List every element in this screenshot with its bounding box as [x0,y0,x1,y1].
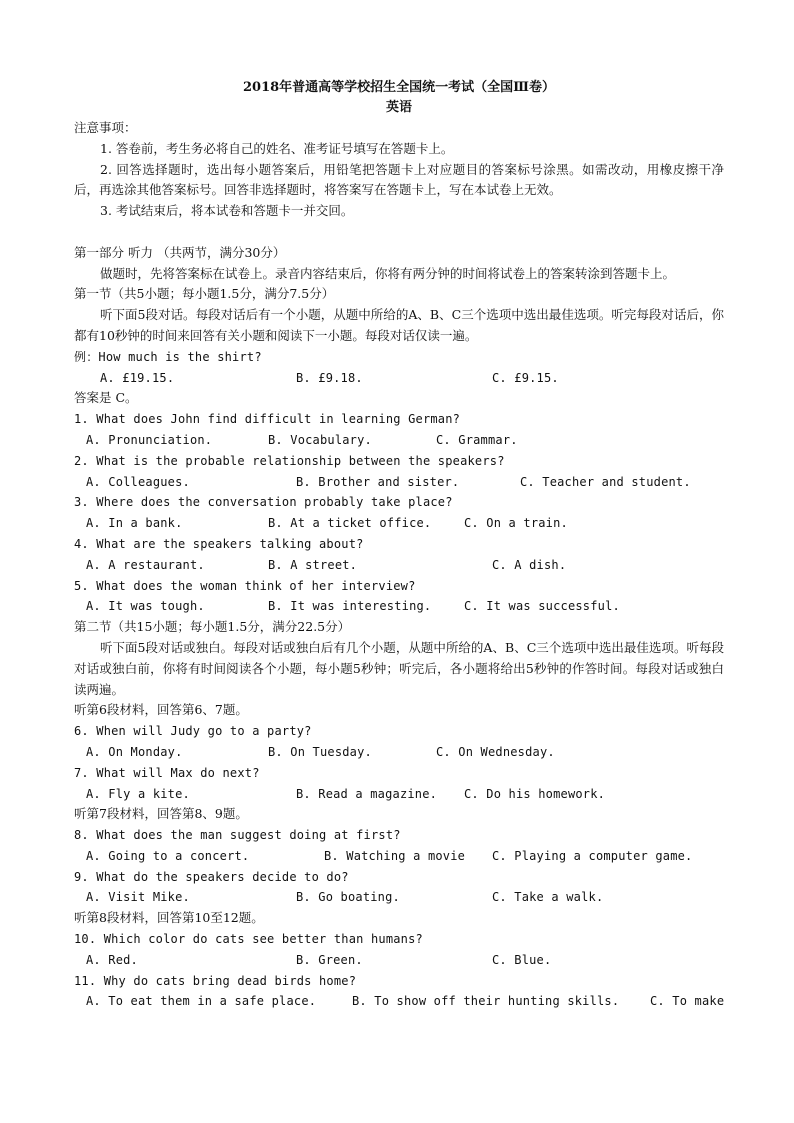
example-options [74,368,724,389]
option-a: A. In a bank. [86,516,183,531]
option-b: B. Watching a movie [324,848,466,863]
exam-page [74,78,724,1012]
option-a: A. It was tough. [86,599,205,614]
notice-item-1: 1. 答卷前，考生务必将自己的姓名、准考证号填写在答题卡上。 [100,140,454,156]
option-c: C. Grammar. [436,432,518,447]
option-c: C. Playing a computer game. [492,848,693,863]
notice-item-2: 2. 回答选择题时，选出每小题答案后，用铅笔把答题卡上对应题目的答案标号涂黑。如需改动，用橡皮擦干净后，再选涂其他答案标号。回答非选择题时，将答案写在答题卡上，写在本试卷上无效。 [74,161,724,198]
notice-heading: 注意事项： [74,120,137,135]
option-c: C. To make [650,994,725,1009]
option-a: A. On Monday. [86,744,183,759]
part1-instruction: 做题时，先将答案标在试卷上。录音内容结束后，你将有两分钟的时间将试卷上的答案转涂到答题卡上。 [100,265,676,281]
material-6: 听第6段材料，回答第6、7题。 [74,702,248,718]
option-c: C. It was successful. [464,599,620,614]
question-4-options [74,555,724,576]
question-10-options [74,950,724,971]
option-b: B. Go boating. [296,890,400,905]
section2-instruction: 听下面5段对话或独白。每段对话或独白后有几个小题，从题中所给的A、B、C三个选项中选出最佳选项。听每段对话或独白前，你将有时间阅读各个小题，每小题5秒钟；听完后，各小题将给出5秒钟的作答时间。每段对话或独白读两遍。 [74,639,724,697]
material-7: 听第7段材料，回答第8、9题。 [74,806,248,822]
question-6-options [74,742,724,763]
option-b: B. Read a magazine. [296,786,438,801]
question-3-options [74,513,724,534]
option-a: A. Going to a concert. [86,848,250,863]
section1-heading: 第一节（共5小题；每小题1.5分，满分7.5分） [74,286,335,302]
question-7: 7. What will Max do next? [74,765,260,780]
notice-item-3: 3. 考试结束后，将本试卷和答题卡一并交回。 [100,203,354,219]
option-c: C. Blue. [492,952,552,967]
option-c: C. A dish. [492,557,567,572]
question-4: 4. What are the speakers talking about? [74,536,364,551]
question-6: 6. When will Judy go to a party? [74,724,312,739]
question-2-options [74,472,724,493]
option-b: B. £9.18. [296,370,363,385]
question-10: 10. Which color do cats see better than humans? [74,932,423,947]
example-answer: 答案是 C。 [74,390,138,406]
question-7-options [74,784,724,805]
option-c: C. Teacher and student. [520,474,691,489]
question-11-options [74,991,724,1012]
option-a: A. £19.15. [100,370,175,385]
question-8: 8. What does the man suggest doing at first? [74,828,401,843]
option-c: C. On Wednesday. [436,744,555,759]
option-a: A. Red. [86,952,138,967]
spacer [74,222,724,243]
option-a: A. To eat them in a safe place. [86,994,317,1009]
section1-instruction: 听下面5段对话。每段对话后有一个小题，从题中所给的A、B、C三个选项中选出最佳选项。听完每段对话后，你都有10秒钟的时间来回答有关小题和阅读下一小题。每段对话仅读一遍。 [74,307,724,343]
option-b: B. Vocabulary. [268,432,372,447]
example-question: 例：How much is the shirt? [74,349,262,364]
option-b: B. Green. [296,952,363,967]
exam-title: 2018年普通高等学校招生全国统一考试（全国Ⅲ卷） [242,80,555,95]
exam-subject: 英语 [385,100,412,115]
option-b: B. A street. [268,557,358,572]
question-1-options [74,430,724,451]
option-a: A. A restaurant. [86,557,205,572]
option-b: B. To show off their hunting skills. [352,994,620,1009]
option-c: C. Do his homework. [464,786,606,801]
option-b: B. Brother and sister. [296,474,460,489]
question-9: 9. What do the speakers decide to do? [74,869,349,884]
question-9-options [74,887,724,908]
material-8: 听第8段材料，回答第10至12题。 [74,910,264,926]
question-8-options [74,846,724,867]
question-2: 2. What is the probable relationship between the speakers? [74,453,505,468]
option-b: B. At a ticket office. [268,516,432,531]
section2-heading: 第二节（共15小题；每小题1.5分，满分22.5分） [74,619,351,635]
question-11: 11. Why do cats bring dead birds home? [74,973,357,988]
option-b: B. It was interesting. [268,599,432,614]
question-1: 1. What does John find difficult in learning German? [74,412,461,427]
option-a: A. Fly a kite. [86,786,190,801]
option-a: A. Pronunciation. [86,432,213,447]
option-c: C. £9.15. [492,370,559,385]
part1-heading: 第一部分 听力 （共两节，满分30分） [74,244,286,260]
option-c: C. Take a walk. [492,890,604,905]
question-5-options [74,596,724,617]
option-b: B. On Tuesday. [268,744,372,759]
option-a: A. Colleagues. [86,474,190,489]
option-a: A. Visit Mike. [86,890,190,905]
question-3: 3. Where does the conversation probably take place? [74,495,453,510]
question-5: 5. What does the woman think of her interview? [74,578,416,593]
option-c: C. On a train. [464,516,568,531]
